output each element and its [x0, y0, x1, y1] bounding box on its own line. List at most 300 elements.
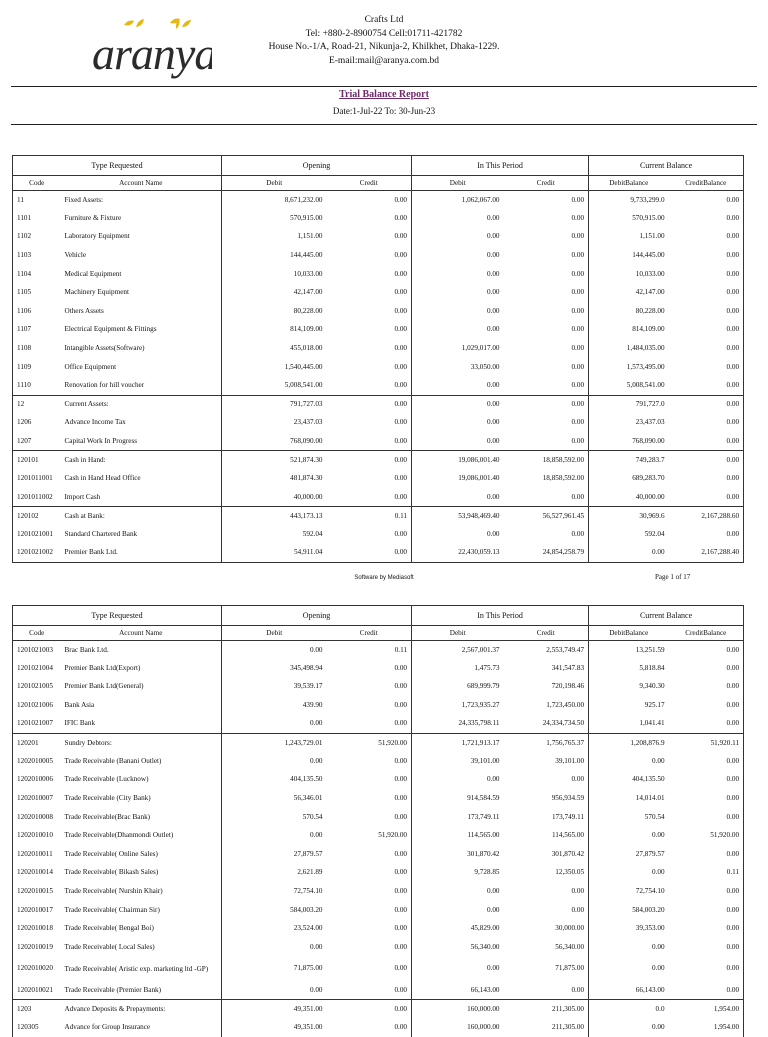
cell-od: 39,539.17 — [222, 678, 327, 697]
cell-db: 27,879.57 — [589, 845, 669, 864]
cell-pd: 0.00 — [412, 302, 504, 321]
cell-name: Fixed Assets: — [61, 191, 222, 210]
cell-oc: 0.00 — [394, 794, 408, 803]
table-row — [13, 525, 744, 544]
cell-pc: 211,305.00 — [504, 1000, 589, 1019]
company-address: House No.-1/A, Road-21, Nikunja-2, Khilkhet, Dhaka-1229. — [268, 42, 500, 52]
cell-od: 8,671,232.00 — [222, 191, 327, 210]
cell-oc: 0.00 — [394, 436, 408, 445]
cell-pc: 0.00 — [571, 775, 585, 784]
cell-db: 40,000.00 — [589, 488, 669, 507]
group-row — [13, 733, 744, 752]
cell-pc: 12,350.05 — [555, 868, 585, 877]
table-row — [13, 641, 744, 660]
cell-oc: 51,920.00 — [378, 831, 408, 840]
cell-pd: 19,086,001.40 — [412, 451, 504, 470]
cell-db: 1,151.00 — [589, 228, 669, 247]
cell-pc: 0.00 — [571, 344, 585, 353]
cell-code: 1201021004 — [17, 663, 53, 672]
cell-oc: 0.11 — [394, 645, 408, 654]
table-row — [13, 339, 744, 358]
header-period-debit: Debit — [412, 176, 504, 191]
cell-oc: 0.11 — [327, 507, 412, 526]
cell-db: 9,340.30 — [589, 678, 669, 697]
cell-od: 56,346.01 — [222, 789, 327, 808]
cell-db: 570.54 — [589, 808, 669, 827]
cell-name: Brac Bank Ltd. — [64, 645, 109, 654]
cell-cb: 0.00 — [726, 529, 740, 538]
table-row — [13, 246, 744, 265]
cell-db: 768,090.00 — [589, 432, 669, 451]
cell-db: 72,754.10 — [589, 882, 669, 901]
cell-od: 5,008,541.00 — [222, 376, 327, 395]
table-row — [13, 544, 744, 563]
cell-pc: 0.00 — [571, 380, 585, 389]
cell-cb: 0.00 — [726, 942, 740, 951]
cell-pd: 45,829.00 — [412, 919, 504, 938]
cell-pd: 0.00 — [412, 488, 504, 507]
cell-pc: 0.00 — [571, 269, 585, 278]
group-row — [13, 1000, 744, 1019]
cell-name: Electrical Equipment & Fittings — [64, 325, 157, 334]
cell-oc: 0.00 — [327, 451, 412, 470]
header-in-this-period: In This Period — [412, 606, 589, 626]
footer-page-number: Page 1 of 17 — [655, 573, 691, 581]
header-period-credit: Credit — [504, 626, 589, 641]
cell-code: 1207 — [17, 436, 32, 445]
cell-db: 749,283.7 — [589, 451, 669, 470]
cell-cb: 0.00 — [726, 380, 740, 389]
cell-cb: 51,920.11 — [669, 733, 744, 752]
cell-oc: 0.00 — [394, 682, 408, 691]
cell-name: Advance Deposits & Prepayments: — [61, 1000, 222, 1019]
cell-oc: 0.00 — [327, 544, 412, 563]
cell-pd: 9,728.85 — [412, 864, 504, 883]
cell-oc: 0.00 — [394, 362, 408, 371]
table-row — [13, 789, 744, 808]
cell-code: 1203 — [13, 1000, 61, 1019]
cell-pd: 173,749.11 — [412, 808, 504, 827]
cell-code: 1202010017 — [17, 905, 53, 914]
cell-od: 71,875.00 — [222, 957, 327, 982]
cell-db: 9,733,299.0 — [589, 191, 669, 210]
cell-db: 0.00 — [589, 938, 669, 957]
aranya-logo-icon — [84, 15, 212, 83]
footer-software: Software by Mediasoft — [354, 575, 414, 581]
cell-od: 570.54 — [222, 808, 327, 827]
cell-pd: 0.00 — [412, 525, 504, 544]
cell-cb: 0.00 — [726, 701, 740, 710]
cell-cb: 0.00 — [726, 812, 740, 821]
cell-pd: 1,062,067.00 — [412, 191, 504, 210]
cell-pc: 18,858,592.00 — [542, 474, 585, 483]
cell-code: 1202010006 — [17, 775, 53, 784]
cell-code: 120101 — [13, 451, 61, 470]
cell-code: 1202010005 — [17, 756, 53, 765]
cell-pc: 2,553,749.47 — [546, 645, 585, 654]
cell-cb: 1,954.00 — [669, 1000, 744, 1019]
cell-oc: 0.00 — [394, 719, 408, 728]
cell-oc: 0.00 — [394, 924, 408, 933]
cell-pd: 0.00 — [412, 228, 504, 247]
header-opening-debit: Debit — [222, 176, 327, 191]
cell-pd: 53,948,469.40 — [412, 507, 504, 526]
cell-cb: 0.00 — [726, 306, 740, 315]
cell-pd: 39,101.00 — [412, 752, 504, 771]
cell-db: 0.00 — [589, 864, 669, 883]
cell-code: 1202010018 — [17, 924, 53, 933]
cell-code: 1201021002 — [13, 544, 61, 563]
header-code: Code — [13, 176, 61, 191]
cell-db: 0.00 — [589, 826, 669, 845]
cell-pc: 0.00 — [571, 887, 585, 896]
trial-balance-table-page-1 — [12, 155, 744, 563]
table-row — [13, 771, 744, 790]
cell-pd: 0.00 — [412, 321, 504, 340]
cell-db: 30,969.6 — [589, 507, 669, 526]
table-row — [13, 1018, 744, 1037]
cell-db: 5,818.84 — [589, 659, 669, 678]
cell-code: 1110 — [17, 380, 31, 389]
header-opening-credit: Credit — [327, 626, 412, 641]
cell-name: Laboratory Equipment — [64, 232, 130, 241]
cell-db: 570,915.00 — [589, 209, 669, 228]
cell-pc: 301,870.42 — [551, 849, 585, 858]
table-row — [13, 919, 744, 938]
cell-od: 42,147.00 — [222, 283, 327, 302]
header-code: Code — [13, 626, 61, 641]
table-row — [13, 321, 744, 340]
cell-oc: 0.00 — [394, 905, 408, 914]
cell-name: Trade Receivable( Online Sales) — [64, 849, 158, 858]
cell-pd: 0.00 — [412, 265, 504, 284]
cell-pc: 0.00 — [571, 251, 585, 260]
cell-name: Furniture & Fixture — [64, 213, 122, 222]
header-type-requested: Type Requested — [13, 606, 222, 626]
cell-db: 584,003.20 — [589, 901, 669, 920]
cell-pc: 0.00 — [571, 436, 585, 445]
group-row — [13, 507, 744, 526]
cell-pd: 33,050.00 — [412, 358, 504, 377]
cell-pc: 30,000.00 — [555, 924, 585, 933]
header-opening: Opening — [222, 606, 412, 626]
cell-pc: 71,875.00 — [555, 964, 585, 973]
cell-code: 1201021003 — [17, 645, 53, 654]
header-in-this-period: In This Period — [412, 156, 589, 176]
header-divider-bottom — [11, 124, 757, 125]
cell-name: Trade Receivable( Chairman Sir) — [64, 905, 160, 914]
report-date-range: Date:1-Jul-22 To: 30-Jun-23 — [332, 106, 436, 116]
cell-db: 0.0 — [589, 1000, 669, 1019]
cell-name: Others Assets — [64, 306, 104, 315]
cell-pc: 0.00 — [571, 306, 585, 315]
company-phone: Tel: +880-2-8900754 Cell:01711-421782 — [305, 28, 463, 39]
cell-name: Trade Receivable( Local Sales) — [64, 942, 155, 951]
header-account-name: Account Name — [61, 176, 222, 191]
cell-name: Trade Receivable( Aristic exp. marketing ltd -GP) — [64, 964, 209, 973]
cell-oc: 0.00 — [394, 325, 408, 334]
cell-name: Bank Asia — [64, 701, 95, 710]
cell-pd: 0.00 — [412, 957, 504, 982]
table-row — [13, 826, 744, 845]
header-credit-balance: CreditBalance — [669, 176, 744, 191]
cell-db: 14,014.01 — [589, 789, 669, 808]
cell-od: 2,621.89 — [222, 864, 327, 883]
table-row — [13, 414, 744, 433]
cell-pc: 1,723,450.00 — [546, 701, 585, 710]
cell-name: Cash at Bank: — [61, 507, 222, 526]
cell-oc: 51,920.00 — [327, 733, 412, 752]
table-row — [13, 981, 744, 1000]
table-body-page-1 — [13, 191, 744, 563]
cell-pc: 114,565.00 — [551, 831, 585, 840]
cell-od: 10,033.00 — [222, 265, 327, 284]
cell-name: Premier Bank Ltd(Export) — [64, 663, 141, 672]
cell-od: 23,437.03 — [222, 414, 327, 433]
table-row — [13, 209, 744, 228]
cell-od: 80,228.00 — [222, 302, 327, 321]
cell-oc: 0.00 — [394, 1023, 408, 1032]
cell-cb: 0.00 — [669, 395, 744, 414]
cell-name: Cash in Hand: — [61, 451, 222, 470]
cell-pc: 56,340.00 — [555, 942, 585, 951]
cell-pc: 56,527,961.45 — [504, 507, 589, 526]
table-row — [13, 882, 744, 901]
cell-pc: 0.00 — [571, 232, 585, 241]
cell-oc: 0.00 — [394, 288, 408, 297]
cell-name: Trade Receivable(Brac Bank) — [64, 812, 151, 821]
cell-pc: 0.00 — [571, 905, 585, 914]
cell-od: 0.00 — [222, 752, 327, 771]
cell-od: 72,754.10 — [222, 882, 327, 901]
cell-pd: 1,475.73 — [412, 659, 504, 678]
cell-pd: 1,723,935.27 — [412, 696, 504, 715]
cell-oc: 0.00 — [394, 344, 408, 353]
cell-code: 1201021007 — [17, 719, 53, 728]
cell-cb: 2,167,288.60 — [669, 507, 744, 526]
cell-pd: 114,565.00 — [412, 826, 504, 845]
cell-oc: 0.00 — [394, 812, 408, 821]
cell-cb: 0.00 — [726, 794, 740, 803]
cell-pd: 0.00 — [412, 901, 504, 920]
cell-db: 42,147.00 — [589, 283, 669, 302]
cell-pc: 0.00 — [571, 418, 585, 427]
group-row — [13, 395, 744, 414]
cell-oc: 0.00 — [394, 418, 408, 427]
cell-db: 0.00 — [589, 544, 669, 563]
table-row — [13, 469, 744, 488]
cell-code: 1201021005 — [17, 682, 53, 691]
cell-od: 345,498.94 — [222, 659, 327, 678]
cell-od: 0.00 — [222, 938, 327, 957]
cell-name: IFIC Bank — [64, 719, 96, 728]
cell-db: 39,353.00 — [589, 919, 669, 938]
cell-code: 120201 — [13, 733, 61, 752]
svg-text:aranya: aranya — [92, 28, 212, 79]
cell-cb: 1,954.00 — [713, 1023, 740, 1032]
cell-code: 1102 — [17, 232, 32, 241]
cell-pc: 0.00 — [504, 191, 589, 210]
cell-cb: 0.00 — [726, 474, 740, 483]
trial-balance-table-page-2 — [12, 605, 744, 1037]
cell-oc: 0.00 — [394, 474, 408, 483]
cell-pd: 160,000.00 — [412, 1018, 504, 1037]
cell-cb: 0.00 — [726, 756, 740, 765]
cell-code: 1202010021 — [17, 985, 53, 994]
cell-od: 443,173.13 — [222, 507, 327, 526]
cell-code: 1104 — [17, 269, 32, 278]
cell-pd: 689,999.79 — [412, 678, 504, 697]
cell-cb: 0.00 — [726, 325, 740, 334]
cell-code: 1202010019 — [17, 942, 53, 951]
cell-cb: 0.00 — [726, 251, 740, 260]
cell-cb: 0.00 — [726, 905, 740, 914]
cell-name: Office Equipment — [64, 362, 117, 371]
cell-od: 144,445.00 — [222, 246, 327, 265]
cell-oc: 0.00 — [327, 395, 412, 414]
cell-cb: 0.00 — [669, 451, 744, 470]
cell-code: 1202010010 — [17, 831, 53, 840]
table-row — [13, 678, 744, 697]
cell-cb: 0.00 — [726, 964, 740, 973]
cell-code: 1107 — [17, 325, 32, 334]
cell-code: 1103 — [17, 251, 32, 260]
cell-oc: 0.00 — [394, 492, 408, 501]
cell-pc: 24,334,734.50 — [542, 719, 585, 728]
cell-oc: 0.00 — [394, 232, 408, 241]
cell-name: Trade Receivable(Dhanmondi Outlet) — [64, 831, 174, 840]
cell-code: 1202010020 — [17, 964, 53, 973]
cell-oc: 0.00 — [394, 380, 408, 389]
header-period-debit: Debit — [412, 626, 504, 641]
cell-db: 0.00 — [589, 752, 669, 771]
cell-pc: 211,305.00 — [551, 1023, 585, 1032]
cell-pd: 914,584.59 — [412, 789, 504, 808]
cell-cb: 0.00 — [726, 775, 740, 784]
cell-name: Premier Bank Ltd. — [61, 544, 222, 563]
cell-db: 13,251.59 — [589, 641, 669, 660]
table-row — [13, 715, 744, 734]
header-opening-debit: Debit — [222, 626, 327, 641]
cell-name: Renovation for hill voucher — [64, 380, 145, 389]
header-debit-balance: DebitBalance — [589, 176, 669, 191]
company-logo — [84, 15, 212, 83]
cell-db: 791,727.0 — [589, 395, 669, 414]
cell-pd: 2,567,001.37 — [412, 641, 504, 660]
cell-oc: 0.00 — [394, 213, 408, 222]
table-row — [13, 358, 744, 377]
cell-pc: 1,756,765.37 — [504, 733, 589, 752]
report-title: Trial Balance Report — [339, 89, 429, 100]
cell-pc: 720,198.46 — [551, 682, 585, 691]
cell-db: 66,143.00 — [589, 981, 669, 1000]
cell-name: Premier Bank Ltd(General) — [64, 682, 144, 691]
cell-pd: 0.00 — [412, 882, 504, 901]
cell-od: 592.04 — [222, 525, 327, 544]
header-type-requested: Type Requested — [13, 156, 222, 176]
cell-pc: 0.00 — [571, 288, 585, 297]
cell-od: 0.00 — [222, 641, 327, 660]
cell-od: 27,879.57 — [222, 845, 327, 864]
table-row — [13, 265, 744, 284]
cell-pc: 341,547.83 — [551, 663, 585, 672]
cell-od: 814,109.00 — [222, 321, 327, 340]
cell-od: 404,135.50 — [222, 771, 327, 790]
cell-od: 49,351.00 — [222, 1018, 327, 1037]
cell-name: Trade Receivable( Bengal Boi) — [64, 924, 154, 933]
table-row — [13, 488, 744, 507]
company-name: Crafts Ltd — [364, 15, 404, 25]
cell-oc: 0.00 — [394, 849, 408, 858]
cell-db: 10,033.00 — [589, 265, 669, 284]
cell-od: 791,727.03 — [222, 395, 327, 414]
cell-pc: 0.00 — [571, 529, 585, 538]
group-row — [13, 451, 744, 470]
cell-pc: 0.00 — [571, 362, 585, 371]
cell-pc: 39,101.00 — [555, 756, 585, 765]
cell-pc: 24,854,258.79 — [504, 544, 589, 563]
table-row — [13, 938, 744, 957]
cell-code: 1201021001 — [17, 529, 53, 538]
cell-cb: 51,920.00 — [710, 831, 740, 840]
cell-cb: 0.00 — [726, 362, 740, 371]
cell-oc: 0.00 — [394, 529, 408, 538]
cell-code: 1201021006 — [17, 701, 53, 710]
cell-db: 144,445.00 — [589, 246, 669, 265]
header-divider-top — [11, 86, 757, 87]
cell-db: 0.00 — [589, 1018, 669, 1037]
cell-od: 481,874.30 — [222, 469, 327, 488]
cell-code: 120102 — [13, 507, 61, 526]
cell-db: 1,041.41 — [589, 715, 669, 734]
cell-cb: 0.00 — [726, 719, 740, 728]
cell-name: Machinery Equipment — [64, 288, 129, 297]
cell-name: Sundry Debtors: — [61, 733, 222, 752]
header-debit-balance: DebitBalance — [589, 626, 669, 641]
table-row — [13, 808, 744, 827]
cell-db: 814,109.00 — [589, 321, 669, 340]
cell-pd: 0.00 — [412, 395, 504, 414]
cell-oc: 0.00 — [327, 191, 412, 210]
cell-pc: 0.00 — [571, 325, 585, 334]
cell-cb: 0.00 — [726, 924, 740, 933]
cell-cb: 0.00 — [726, 985, 740, 994]
header-opening: Opening — [222, 156, 412, 176]
cell-name: Advance Income Tax — [64, 418, 126, 427]
cell-od: 54,911.04 — [222, 544, 327, 563]
cell-oc: 0.00 — [394, 775, 408, 784]
header-account-name: Account Name — [61, 626, 222, 641]
cell-cb: 2,167,288.40 — [669, 544, 744, 563]
cell-pc: 0.00 — [571, 985, 585, 994]
cell-pd: 301,870.42 — [412, 845, 504, 864]
cell-code: 1109 — [17, 362, 32, 371]
table-row — [13, 376, 744, 395]
cell-code: 1206 — [17, 418, 32, 427]
cell-pd: 56,340.00 — [412, 938, 504, 957]
cell-code: 1201011002 — [17, 492, 53, 501]
cell-cb: 0.00 — [726, 288, 740, 297]
cell-name: Standard Chartered Bank — [64, 529, 138, 538]
table-row — [13, 432, 744, 451]
cell-pd: 0.00 — [412, 376, 504, 395]
cell-code: 12 — [13, 395, 61, 414]
cell-pc: 0.00 — [571, 492, 585, 501]
cell-oc: 0.00 — [394, 269, 408, 278]
cell-pd: 160,000.00 — [412, 1000, 504, 1019]
cell-od: 1,243,729.01 — [222, 733, 327, 752]
cell-name: Trade Receivable (Premier Bank) — [64, 985, 162, 994]
